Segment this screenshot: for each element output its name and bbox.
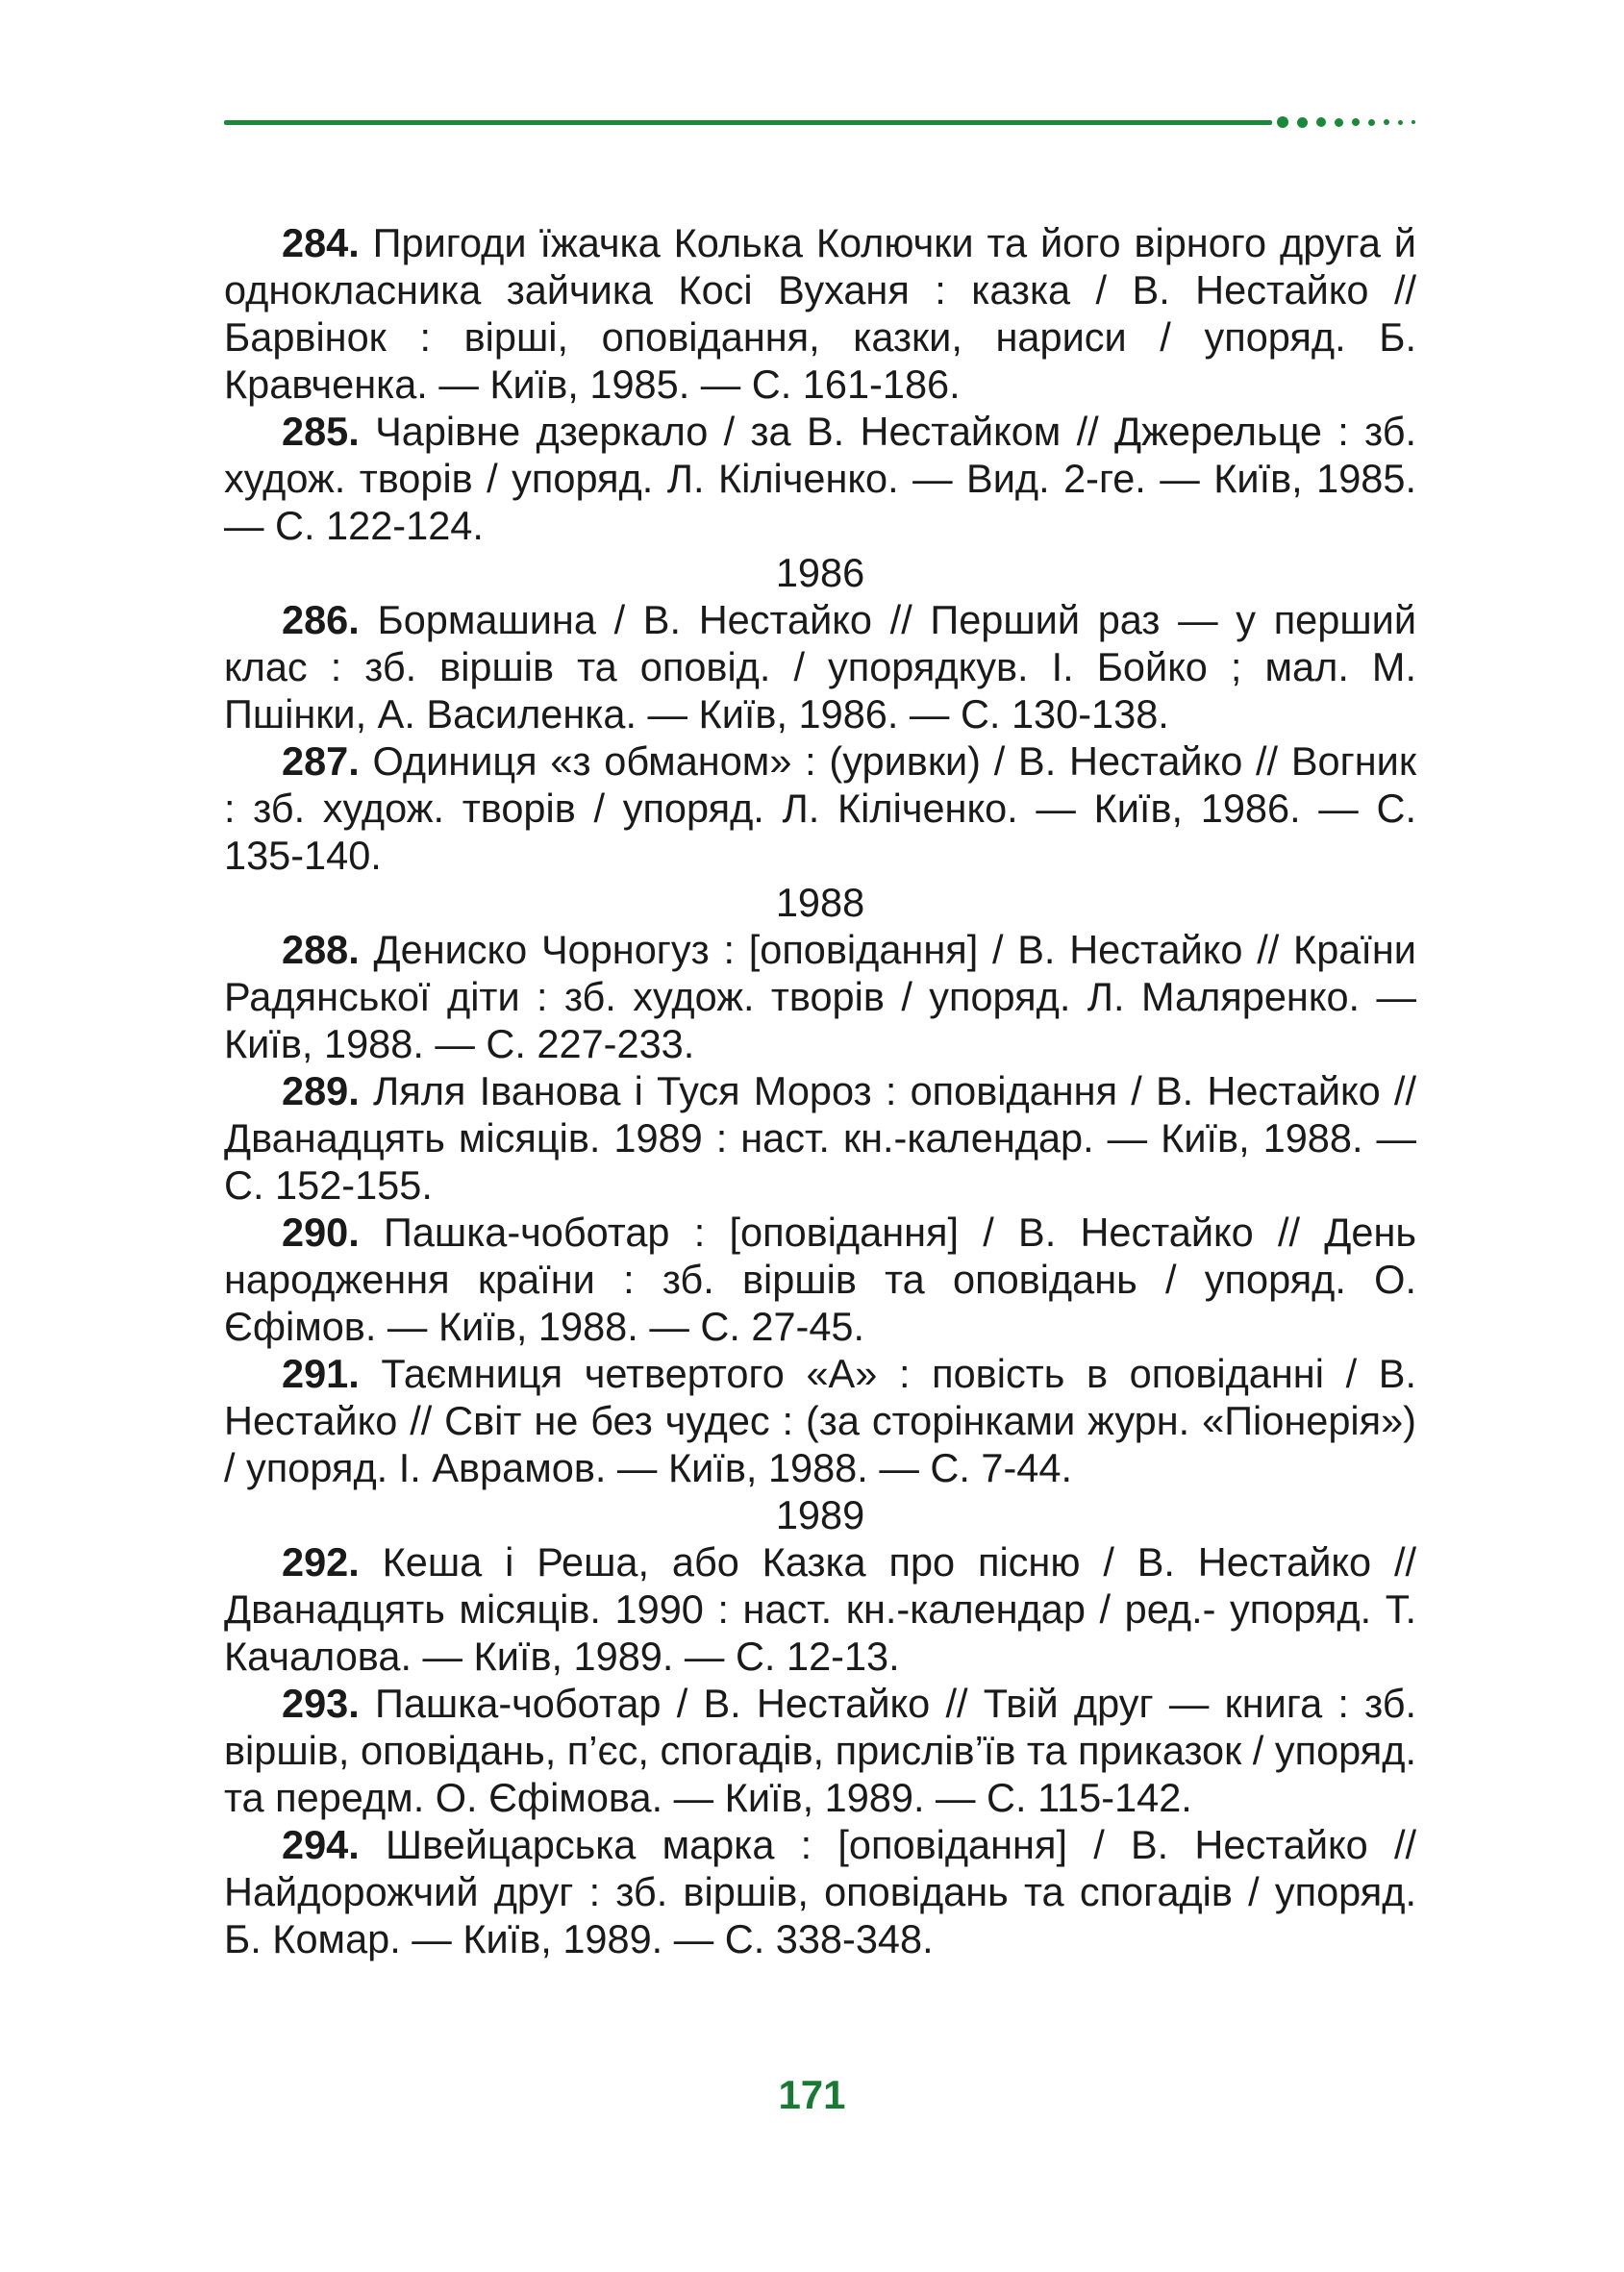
header-dot bbox=[1412, 120, 1415, 124]
bibliography-entry bbox=[224, 1821, 1416, 1962]
entry-number: 294. bbox=[282, 1822, 360, 1867]
entry-text: Одиниця «з обманом» : (уривки) / В. Нестайко // Вогник : зб. худож. творів / упоряд. Л. Кіліченко. — Київ, 1986. — С. 135-140. bbox=[224, 738, 1416, 878]
entry-number: 289. bbox=[282, 1068, 360, 1113]
header-dot bbox=[1277, 116, 1288, 128]
bibliography-entry bbox=[224, 1209, 1416, 1350]
header-dot bbox=[1335, 118, 1343, 127]
bibliography-entry bbox=[224, 596, 1416, 737]
year-heading: 1988 bbox=[775, 880, 865, 925]
header-dot bbox=[1398, 120, 1403, 125]
entry-number: 284. bbox=[282, 220, 360, 265]
header-dot bbox=[1384, 119, 1389, 125]
entry-text: Пашка-чоботар : [оповідання] / В. Нестайко // День народження країни : зб. віршів та оповідань / упоряд. О. Єфімов. — Київ, 1988. — С. 27-45. bbox=[224, 1210, 1416, 1349]
entry-text: Таємниця четвертого «А» : повість в оповіданні / В. Нестайко // Світ не без чудес : (за сторінками журн. «Піонерія») / упоряд. І. Аврамов. — Київ, 1988. — С. 7-44. bbox=[224, 1351, 1416, 1490]
header-dot bbox=[1368, 119, 1375, 126]
bibliography-entry bbox=[224, 1350, 1416, 1491]
bibliography-entry bbox=[224, 926, 1416, 1067]
header-dot bbox=[1352, 118, 1360, 126]
entry-text: Пригоди їжачка Колька Колючки та його вірного друга й однокласника зайчика Косі Вуханя : казка / В. Нестайко // Барвінок : вірші, оповідання, казки, нариси / упоряд. Б. Кравченка. — Київ, 1985. — С. 161-186. bbox=[224, 220, 1416, 407]
entry-text: Швейцарська марка : [оповідання] / В. Нестайко // Найдорожчий друг : зб. віршів, оповідань та спогадів / упоряд. Б. Комар. — Київ, 1989. — С. 338-348. bbox=[224, 1822, 1416, 1961]
header-dots bbox=[1277, 113, 1424, 131]
bibliography-entry bbox=[224, 1680, 1416, 1821]
bibliography-entry bbox=[224, 408, 1416, 549]
entry-text: Чарівне дзеркало / за В. Нестайком // Джерельце : зб. худож. творів / упоряд. Л. Кіліченко. — Вид. 2-ге. — Київ, 1985. — С. 122-124. bbox=[224, 409, 1416, 548]
entry-text: Ляля Іванова і Туся Мороз : оповідання / В. Нестайко // Дванадцять місяців. 1989 : наст. кн.-календар. — Київ, 1988. — С. 152-155. bbox=[224, 1068, 1416, 1208]
page-number: 171 bbox=[778, 2072, 846, 2117]
bibliography-entry bbox=[224, 219, 1416, 408]
entry-number: 286. bbox=[282, 597, 360, 642]
entry-text: Кеша і Реша, або Казка про пісню / В. Нестайко // Дванадцять місяців. 1990 : наст. кн.-календар / ред.- упоряд. Т. Качалова. — Київ, 1989. — С. 12-13. bbox=[224, 1539, 1416, 1679]
entry-number: 285. bbox=[282, 409, 360, 454]
bibliography-entry bbox=[224, 737, 1416, 879]
header-rule bbox=[224, 120, 1272, 125]
bibliography-entry bbox=[224, 1067, 1416, 1209]
year-heading: 1989 bbox=[775, 1492, 865, 1537]
entry-text: Бормашина / В. Нестайко // Перший раз — у перший клас : зб. віршів та оповід. / упорядкув. І. Бойко ; мал. М. Пшінки, А. Василенка. — Київ, 1986. — С. 130-138. bbox=[224, 597, 1416, 737]
entry-number: 287. bbox=[282, 738, 360, 784]
entry-number: 288. bbox=[282, 927, 360, 972]
entry-number: 291. bbox=[282, 1351, 360, 1396]
entry-number: 293. bbox=[282, 1681, 360, 1726]
header-dot bbox=[1316, 117, 1326, 127]
entry-text: Пашка-чоботар / В. Нестайко // Твій друг — книга : зб. віршів, оповідань, п’єс, спогадів, прислів’їв та приказок / упоряд. та передм. О. Єфімова. — Київ, 1989. — С. 115-142. bbox=[224, 1681, 1416, 1820]
header-dot bbox=[1297, 117, 1308, 128]
year-heading: 1986 bbox=[775, 550, 865, 595]
entry-text: Дениско Чорногуз : [оповідання] / В. Нестайко // Країни Радянської діти : зб. худож. творів / упоряд. Л. Маляренко. — Київ, 1988. — С. 227-233. bbox=[224, 927, 1416, 1066]
entry-number: 290. bbox=[282, 1210, 360, 1255]
entry-number: 292. bbox=[282, 1539, 360, 1585]
bibliography-entry bbox=[224, 1538, 1416, 1680]
bibliography-list bbox=[224, 219, 1416, 1962]
